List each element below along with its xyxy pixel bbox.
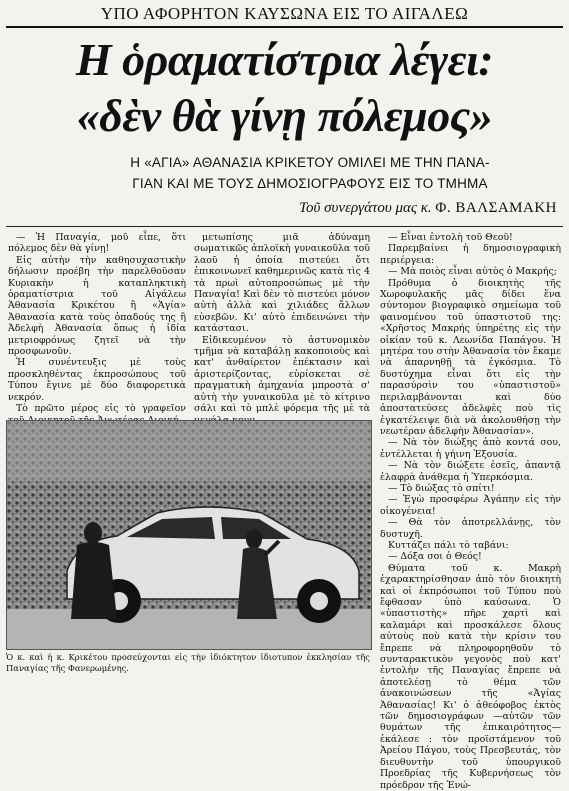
- paragraph: — Νὰ τὸν διώξης ἀπὸ κοντά σου, ἐντέλλεται ἡ γήινη Ἐξουσία.: [380, 437, 561, 460]
- paragraph: Εἰς αὐτὴν τὴν καθησυχαστικὴν δήλωσιν προέβη τὴν παρελθοῦσαν Κυριακὴν ἡ καταπληκτικὴ ὁραματίστρια τοῦ Αἰγάλεω Ἀθανασία Κρικέτου ἢ «Ἁγία» Ἀθανασία κατὰ τοὺς ὀπαδούς της ἢ Ἀδελφὴ Ἀθανασία ὅπως ἡ ἰδία μετριοφρόνως ζητεῖ νὰ τὴν προσφωνοῦν.: [8, 254, 186, 358]
- paragraph: — Εἶναι ἐντολὴ τοῦ Θεοῦ!: [388, 232, 513, 243]
- paragraph: — Νὰ τὸν διώξετε ἐσεῖς, ἀπαντᾷ ἑλαφρὰ ἀνάθεμα ἡ Ὑπερκόσμια.: [380, 460, 561, 483]
- photo-caption: Ὁ κ. καὶ ἡ κ. Κρικέτου προσεύχονται εἰς τὴν ἰδιόκτητον ἰδιοτυπον ἐκκλησίαν τῆς Παναγίας τῆς Φανερωμένης.: [6, 652, 370, 673]
- article-column-3: [380, 232, 561, 791]
- paragraph: — Ἡ Παναγία, μοῦ εἶπε, ὅτι πόλεμος δὲν θὰ γίνῃ!: [8, 232, 186, 255]
- paragraph: Κυττάζει πάλι τὸ ταβάνι:: [388, 539, 509, 551]
- paragraph: Παρεμβαίνει ἡ δημοσιογραφικὴ περιέργεια:: [380, 243, 561, 266]
- byline-prefix: Τοῦ συνεργάτου μας κ.: [299, 200, 432, 216]
- byline-rule: [6, 226, 563, 227]
- byline: [299, 200, 557, 217]
- paragraph: — Τὸ διώξας τὸ σπίτι!: [388, 482, 495, 494]
- top-rule: [6, 26, 563, 28]
- main-headline-line2: «δὲν θὰ γίνῃ πόλεμος»: [76, 90, 493, 141]
- paragraph: — Δόξα σοι ὁ Θεός!: [388, 551, 482, 563]
- paragraph: μετωπίσης μιᾶ ἀδύναμη σωματικῶς ἁπλοϊκὴ γυναικοῦλα τοῦ λαοῦ ἡ ὁποία πιστεύει ὅτι ἐπικοινωνεῖ καθημερινῶς κατὰ τὶς 4 τὰ πρωὶ αὐτοπροσώπως μὲ τὴν Παναγία! Καὶ δὲν τὸ πιστεύει μόνον αὐτὴ ἀλλὰ καὶ χιλιάδες ἄλλων εὐσεβῶν. Κι' αὐτὸ ἐπιδεινώνει τὴν κατάστασι.: [194, 232, 370, 335]
- byline-author: Φ. ΒΑΛΣΑΜΑΚΗ: [435, 200, 557, 216]
- paragraph: Εἰδικευμένον τὸ ἀστυνομικὸν τμῆμα νὰ καταβάλῃ κακοποιοὺς καὶ κατ' ἀνθαίρετον ἐπέκτασιν καὶ ἀριστερίζοντας, εὑρίσκεται σὲ πραγματικὴ ἀμηχανία μπροστὰ σ' αὐτὴ τὴν γυναικοῦλα μὲ τὸ κίτρινο σάλι καὶ τὸ μπλὲ φόρεμα τῆς μὲ τὰ: [194, 334, 370, 415]
- news-photo: [6, 420, 372, 650]
- paragraph: Πρόθυμα ὁ διοικητὴς τῆς Χωροφυλακῆς μᾶς δίδει ἕνα σύντομον βιογραφικὸ σημείωμα τοῦ φαινομένου τοῦ ὑπαστιστοῦ της: «Χρῆστος Μακρής ὑπηρέτης εἰς τὴν οἰκίαν τοῦ κ. Λεωνίδα Παπάγου. Ἡ μητέρα του στὴν Ἀθανασία τὸν ἔκαμε νὰ ἀπαρνηθῇ τὰ ἐγκόσμια. Τὸ δυστύχημα εἶναι ὅτι εἰς τὴν παρασύρσὶν του «ὑπαστιστοῦ» περιλαμβάνονται καὶ δύο ἀποστατεύσες ἀδελφὲς ποὺ τὶς ἐγκατέλειψε διὰ νὰ ἀκολουθήσῃ τὴν νεωτέραν ἀδελφὴν Ἀθανασίαν».: [380, 277, 561, 437]
- article-column-2: [194, 232, 370, 417]
- paragraph: Ἡ συνέντευξις μὲ τοὺς προσκληθέντας ἐκπροσώπους τοῦ Τύπου ἔγινε μὲ δύο διαφορετικὰ νεκρόν.: [8, 357, 186, 403]
- subheadline-line1: Η «ΑΓΙΑ» ΑΘΑΝΑΣΙΑ ΚΡΙΚΕΤΟΥ ΟΜΙΛΕΙ ΜΕ ΤΗΝ ΠΑΝΑ-: [130, 155, 490, 170]
- paragraph: — Μὰ ποιὸς εἶναι αὐτὸς ὁ Μακρής;: [388, 266, 557, 278]
- main-headline-line1: Η ὁραματίστρια λέγει:: [75, 34, 494, 85]
- paragraph: Τὸ πρῶτο μέρος εἰς τὸ γραφεῖον: [16, 403, 186, 415]
- kicker-headline: ΥΠΟ ΑΦΟΡΗΤΟΝ ΚΑΥΣΩΝΑ ΕΙΣ ΤΟ ΑΙΓΑΛΕΩ: [100, 4, 469, 23]
- paragraph: — Ἐγὼ προσφέρω Ἀγάπην εἰς τὴν οἰκογένεια!: [380, 494, 561, 517]
- subheadline-line2: ΓΙΑΝ ΚΑΙ ΜΕ ΤΟΥΣ ΔΗΜΟΣΙΟΓΡΑΦΟΥΣ ΕΙΣ ΤΟ ΤΜΗΜΑ: [132, 176, 488, 191]
- paragraph: — Θὰ τὸν ἀποτρελλάνῃς, τὸν δυστυχῆ.: [380, 517, 561, 540]
- article-column-1: [8, 232, 186, 417]
- photo-illustration: [7, 421, 371, 649]
- sky-area: [7, 421, 371, 481]
- paragraph: Θύματα τοῦ κ. Μακρὴ ἐχαρακτηρίσθησαν ἀπὸ τὸν διοικητὴ καὶ οἱ ἐκπρόσωποι τοῦ Τύπου ποὺ ἔφθασαν ὑπὸ καύσωνα. Ὁ «ὑπαστιστὴς» πῆρε χαρτὶ καὶ καλαμάρι καὶ προσκάλεσε ὅλους αὐτοὺς ποὺ κατὰ τὴν κρίσιν του ἔπρεπε νὰ πληροφορηθοῦν τὸ συνταρακτικὸν γεγονὸς ποὺ κατ' ἐντολὴν τῆς Παναγίας ἔπρεπε νὰ ἀποτελέσῃ τὸ θέμα τῶν ἀνακοινώσεων τῆς «Ἁγίας Ἀθανασίας! Κι' ὁ ἀθεόφοβος ἐκτὸς τῶν δημοσιογράφων —αὐτῶν τῶν θυμάτων τῆς ἐπικαιρότητος— ἐκάλεσε : τὸν προϊστάμενον τοῦ Ἀρείου Πάγου, τοὺς Πρεσβευτάς, τὸν διευθυντὴν τοῦ ὑπουργικοῦ Προεδρίας τῆς Κυβερνήσεως τὸν πρόεδρον τῆς Ἑνώ-: [380, 562, 561, 791]
